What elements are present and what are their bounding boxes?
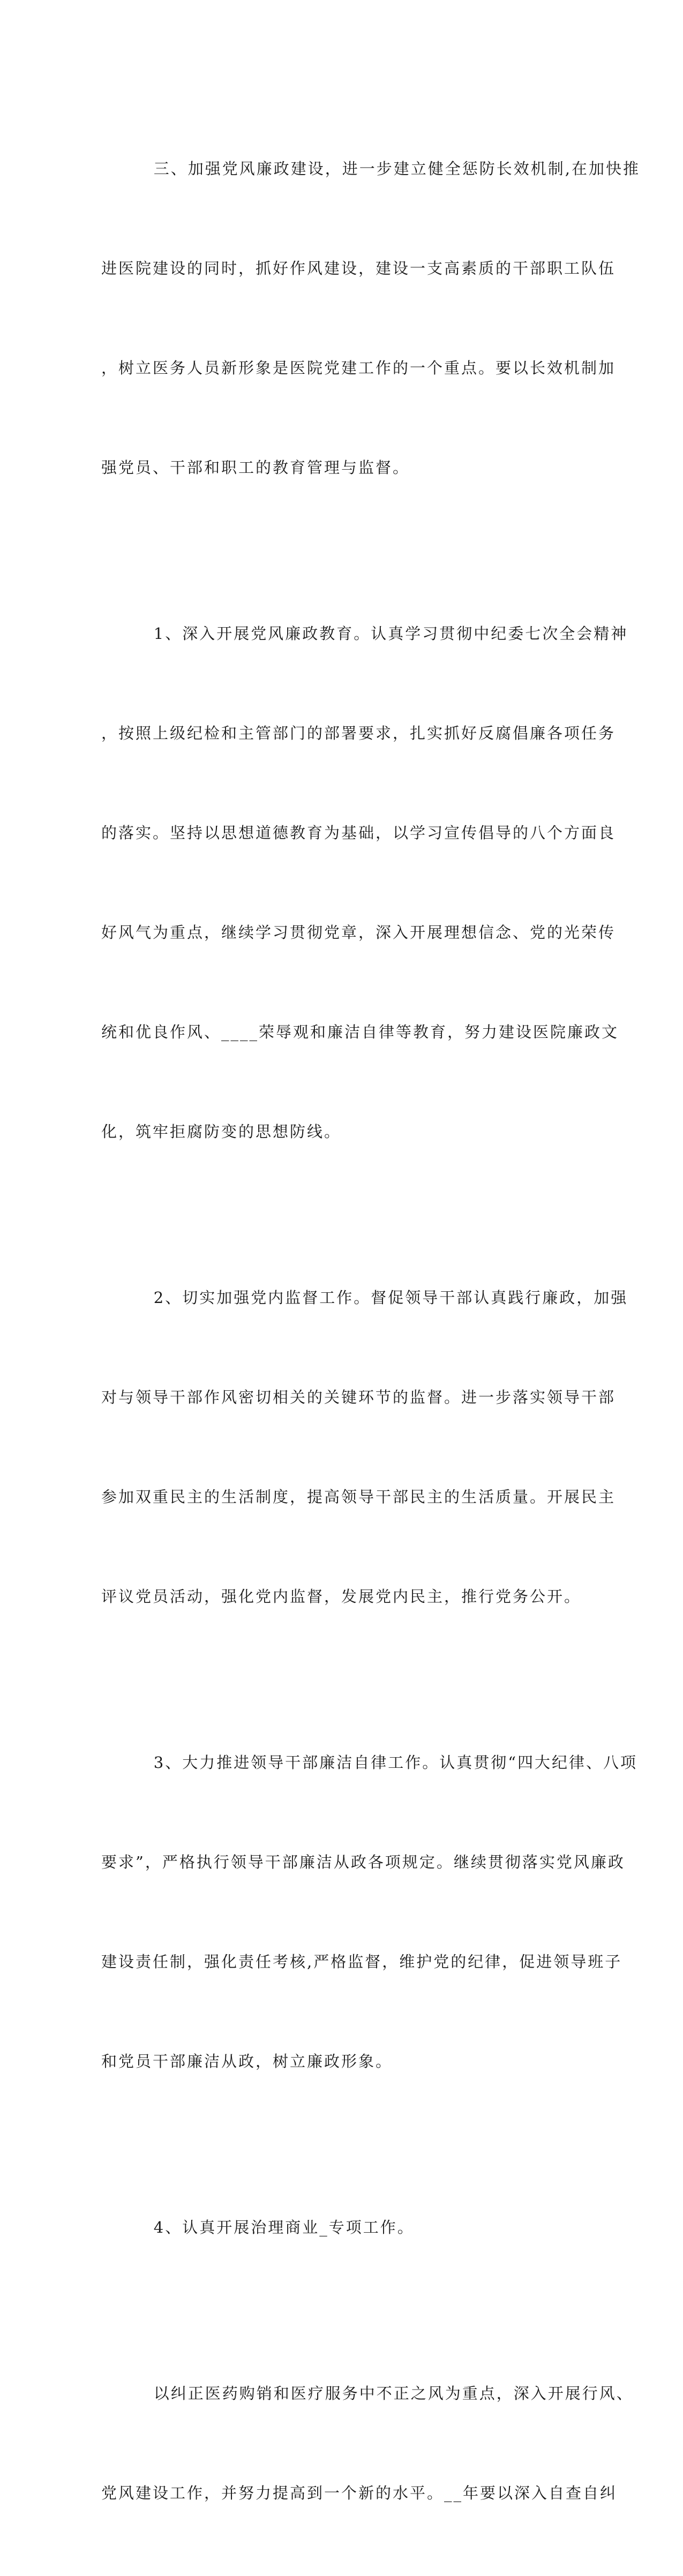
- text-line: 2、切实加强党内监督工作。督促领导干部认真践行廉政，加强: [101, 1289, 628, 1307]
- paragraph-continuation: [101, 2310, 634, 2576]
- paragraph-item-4: [101, 2144, 583, 2310]
- text-line: 统和优良作风、____荣辱观和廉洁自律等教育，努力建设医院廉政文: [101, 1023, 619, 1041]
- paragraph-item-2: [101, 1215, 628, 1679]
- document-body: [101, 86, 640, 2576]
- text-line: ，树立医务人员新形象是医院党建工作的一个重点。要以长效机制加: [101, 359, 616, 377]
- text-line: 对与领导干部作风密切相关的关键环节的监督。进一步落实领导干部: [101, 1388, 616, 1406]
- paragraph-item-1: [101, 551, 628, 1215]
- text-line: 4、认真开展治理商业_专项工作。: [101, 2218, 415, 2236]
- text-line: 要求”，严格执行领导干部廉洁从政各项规定。继续贯彻落实党风廉政: [101, 1853, 625, 1871]
- text-line: 强党员、干部和职工的教育管理与监督。: [101, 458, 410, 477]
- text-line: 评议党员活动，强化党内监督，发展党内民主，推行党务公开。: [101, 1587, 582, 1606]
- text-line: 的落实。坚持以思想道德教育为基础，以学习宣传倡导的八个方面良: [101, 824, 616, 842]
- paragraph-section-three: [101, 86, 640, 551]
- text-line: 三、加强党风廉政建设，进一步建立健全惩防长效机制,在加快推: [101, 160, 640, 178]
- text-line: 化，筑牢拒腐防变的思想防线。: [101, 1123, 342, 1141]
- text-line: 以纠正医药购销和医疗服务中不正之风为重点，深入开展行风、: [101, 2384, 634, 2402]
- paragraph-item-3: [101, 1679, 638, 2144]
- text-line: 党风建设工作，并努力提高到一个新的水平。__年要以深入自查自纠: [101, 2484, 618, 2502]
- text-line: ，按照上级纪检和主管部门的部署要求，扎实抓好反腐倡廉各项任务: [101, 724, 616, 742]
- text-line: 和党员干部廉洁从政，树立廉政形象。: [101, 2052, 393, 2070]
- text-line: 好风气为重点，继续学习贯彻党章，深入开展理想信念、党的光荣传: [101, 923, 616, 941]
- text-line: 3、大力推进领导干部廉洁自律工作。认真贯彻“四大纪律、八项: [101, 1753, 638, 1772]
- text-line: 1、深入开展党风廉政教育。认真学习贯彻中纪委七次全会精神: [101, 624, 628, 643]
- text-line: 参加双重民主的生活制度，提高领导干部民主的生活质量。开展民主: [101, 1488, 616, 1506]
- text-line: 进医院建设的同时，抓好作风建设，建设一支高素质的干部职工队伍: [101, 259, 616, 277]
- text-line: 建设责任制，强化责任考核,严格监督，维护党的纪律，促进领导班子: [101, 1953, 622, 1971]
